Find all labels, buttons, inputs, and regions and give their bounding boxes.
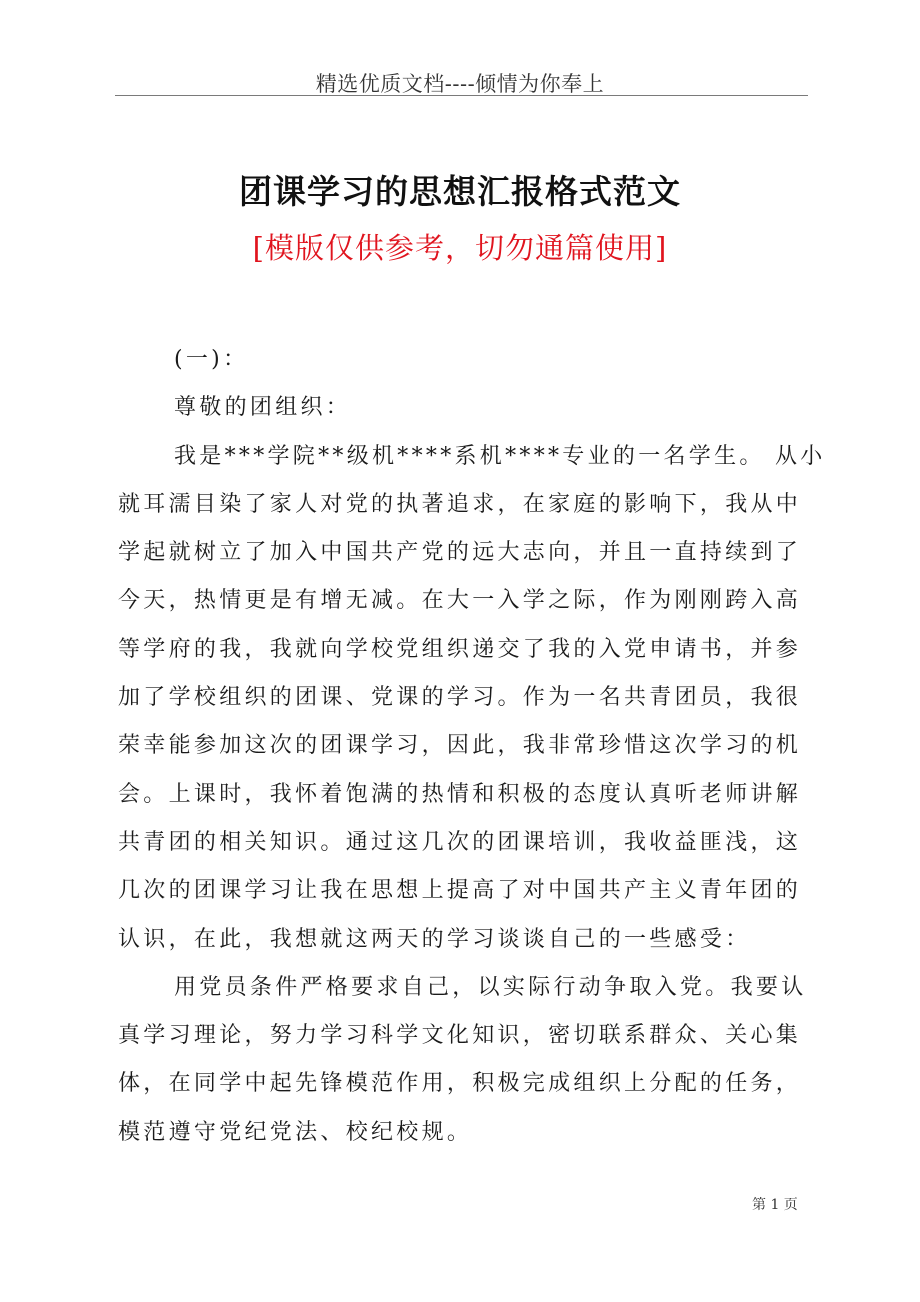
document-subtitle: [模版仅供参考，切勿通篇使用] <box>252 231 668 265</box>
paragraph-line: 我是***学院**级机****系机****专业的一名学生。 从小 <box>174 443 826 469</box>
paragraph-line: 用党员条件严格要求自己，以实际行动争取入党。我要认 <box>174 974 807 1000</box>
page-number: 第 1 页 <box>752 1197 798 1213</box>
paragraph-line: 等学府的我，我就向学校党组织递交了我的入党申请书，并参 <box>118 636 802 662</box>
paragraph-1 <box>118 433 826 964</box>
header-divider <box>115 95 808 96</box>
paragraph-line: 会。上课时，我怀着饱满的热情和积极的态度认真听老师讲解 <box>118 781 802 807</box>
paragraph-line: 几次的团课学习让我在思想上提高了对中国共产主义青年团的 <box>118 878 802 904</box>
paragraph-line: 模范遵守党纪党法、校纪校规。 <box>118 1119 473 1145</box>
document-title: 团课学习的思想汇报格式范文 <box>239 172 681 211</box>
paragraph-line: 就耳濡目染了家人对党的执著追求，在家庭的影响下，我从中 <box>118 491 802 517</box>
paragraph-line: 加了学校组织的团课、党课的学习。作为一名共青团员，我很 <box>118 685 802 711</box>
document-body <box>118 336 826 1157</box>
paragraph-line: 认识，在此，我想就这两天的学习谈谈自己的一些感受： <box>118 926 751 952</box>
paragraph-line: 共青团的相关知识。通过这几次的团课培训，我收益匪浅，这 <box>118 829 802 855</box>
section-label: (一)： <box>174 347 249 372</box>
paragraph-line: 真学习理论，努力学习科学文化知识，密切联系群众、关心集 <box>118 1023 802 1049</box>
paragraph-line: 今天，热情更是有增无减。在大一入学之际，作为刚刚跨入高 <box>118 588 802 614</box>
paragraph-line: 体，在同学中起先锋模范作用，积极完成组织上分配的任务， <box>118 1071 802 1097</box>
salutation: 尊敬的团组织： <box>174 395 352 421</box>
paragraph-2 <box>118 964 807 1157</box>
paragraph-line: 学起就树立了加入中国共产党的远大志向，并且一直持续到了 <box>118 540 802 566</box>
header-text: 精选优质文档----倾情为你奉上 <box>315 72 605 96</box>
paragraph-line: 荣幸能参加这次的团课学习，因此，我非常珍惜这次学习的机 <box>118 733 802 759</box>
